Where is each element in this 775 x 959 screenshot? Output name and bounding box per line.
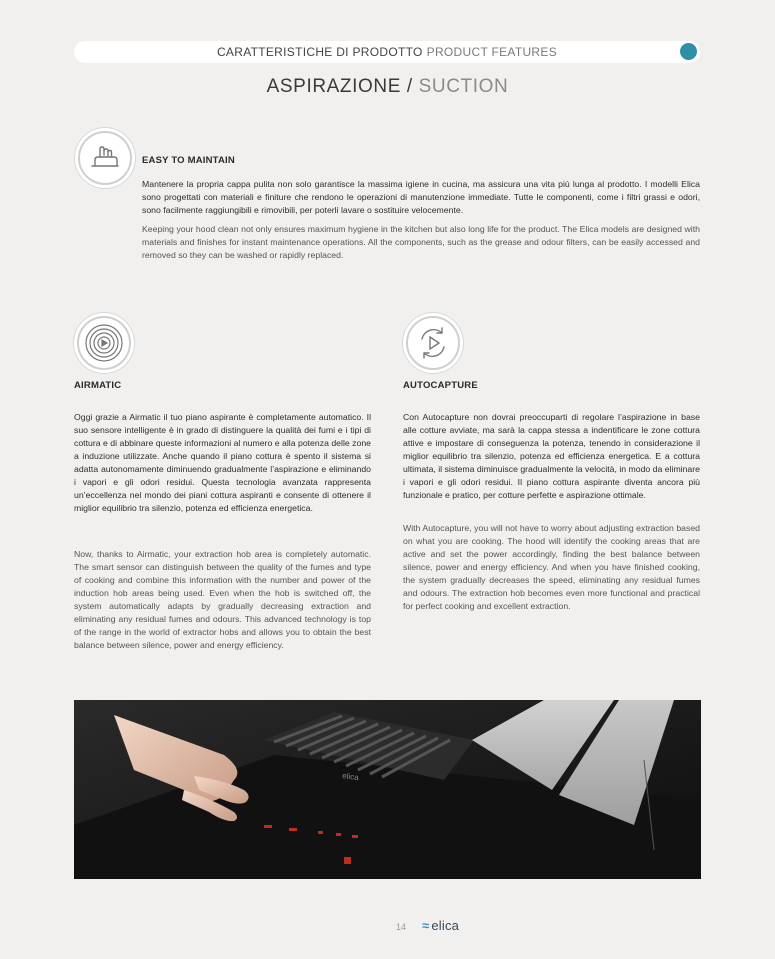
page-title-it: ASPIRAZIONE / [266,76,413,97]
hand-hygiene-icon [78,131,132,185]
autocapture-heading: AUTOCAPTURE [403,380,478,391]
airmatic-heading: AIRMATIC [74,380,122,391]
elica-logo-text: elica [431,918,460,933]
airmatic-text-it: Oggi grazie a Airmatic il tuo piano aspirante è completamente automatico. Il suo sensore intelligente è in grado di distinguere la qualità dei fumi e i tipi di cottura e di abbinare queste informazioni al numero e alla potenza delle zone a induzione utilizzate. Anche quando il piano cottura è spento il sistema si adatta autonomamente diminuendo gradualmente l’aspirazione e eliminando i vapori e gli odori residui. Questa tecnologia avanzata rappresenta un’eccellenza nel mondo dei piani cottura aspiranti e consente di ottenere il miglior equilibrio tra silenzio, potenza ed efficienza energetica. [74,412,371,513]
easy-to-maintain-text-it: Mantenere la propria cappa pulita non solo garantisce la massima igiene in cucina, ma assicura una vita più lunga al prodotto. I modelli Elica sono progettati con materiali e finiture che rendono le operazioni di manutenzione immediate. Tutte le componenti, come i filtri grassi e odori, sono facilmente raggiungibili e rimovibili, per poterli lavare o sostituire velocemente. [142,179,700,215]
page-title-en: SUCTION [418,76,509,97]
hob-brand-label: elica [341,771,360,783]
easy-to-maintain-text-en: Keeping your hood clean not only ensures maximum hygiene in the kitchen but also long life for the product. The Elica models are designed with materials and finishes for instant maintenance operations. All the components, such as the grease and odour filters, can be easily accessed and removed so they can be washed or rapidly replaced. [142,224,700,260]
header-label-en: PRODUCT FEATURES [426,45,558,59]
header-accent-dot [680,43,697,60]
play-waves-icon [77,316,131,370]
airmatic-text-en: Now, thanks to Airmatic, your extraction hob area is completely automatic. The smart sensor can distinguish between the quality of the fumes and type of cooking and combine this information with the number and power of the induction hob areas being used. Even when the hob is switched off, the system automatically adapts by gradually decreasing extraction and eliminating any residual fumes and odours. This advanced technology is top of the range in the world of extractor hobs and allows you to obtain the best balance between silence, power and energy efficiency. [74,549,371,650]
page-title [0,76,775,98]
autocapture-text-it: Con Autocapture non dovrai preoccuparti di regolare l’aspirazione in base alle cotture avviate, ma sarà la cappa stessa a indentificare le zone cottura attive e impostare di conseguenza la potenza, tenendo in considerazione il miglior equilibrio tra silenzio, potenza ed efficienza energetica. E a cottura ultimata, il sistema diminuisce gradualmente la velocità, in modo da eliminare i vapori e gli odori residui. Il piano cottura aspirante diventa ancora più funzionale e pratico, per cotture perfette e aspirazione ottimale. [403,412,700,500]
page-number: 14 [396,922,407,932]
play-cycle-icon [406,316,460,370]
section-header-bar [74,41,700,63]
induction-hob-photo [74,700,701,879]
header-label-it: CARATTERISTICHE DI PRODOTTO [216,45,423,59]
elica-logo-mark: ≈ [422,918,430,933]
elica-logo [422,918,459,933]
hob-illustration [74,700,701,879]
easy-to-maintain-heading: EASY TO MAINTAIN [142,155,235,166]
autocapture-text-en: With Autocapture, you will not have to worry about adjusting extraction based on what you are cooking. The hood will identify the cooking areas that are active and set the power accordingly, finding the best balance between silence, power and energy efficiency. And when you have finished cooking, the system gradually decreases the speed, eliminating any residual fumes and odours. The extraction hob becomes even more functional and practical for perfect cooking and excellent extraction. [403,523,700,611]
